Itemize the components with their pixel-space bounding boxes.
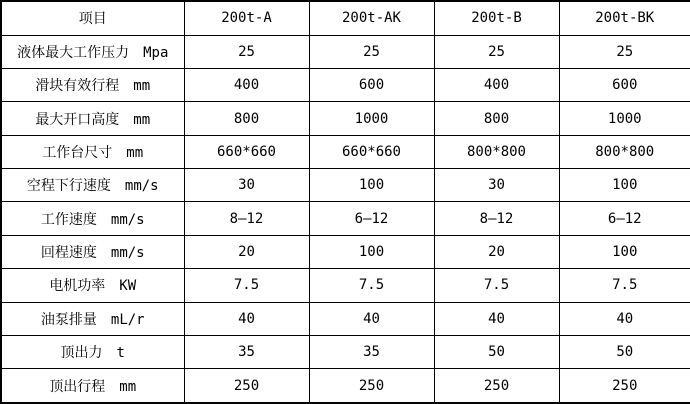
value-cell: 600 <box>309 69 434 102</box>
value-cell: 40 <box>434 302 559 335</box>
value-cell: 100 <box>559 169 690 202</box>
header-cell-model: 200t-B <box>434 1 559 35</box>
value-cell: 100 <box>309 235 434 268</box>
table-row <box>1 235 690 268</box>
value-cell: 35 <box>309 335 434 368</box>
value-cell: 7.5 <box>309 269 434 302</box>
value-cell: 1000 <box>309 102 434 135</box>
value-cell: 8—12 <box>434 202 559 235</box>
value-cell: 7.5 <box>184 269 309 302</box>
value-cell: 30 <box>184 169 309 202</box>
table-row <box>1 69 690 102</box>
row-label-cell: 最大开口高度 mm <box>1 102 184 135</box>
row-label-cell: 顶出力 t <box>1 335 184 368</box>
value-cell: 400 <box>434 69 559 102</box>
value-cell: 250 <box>434 369 559 403</box>
value-cell: 6—12 <box>559 202 690 235</box>
table-row <box>1 169 690 202</box>
row-label-cell: 电机功率 KW <box>1 269 184 302</box>
value-cell: 40 <box>184 302 309 335</box>
value-cell: 250 <box>309 369 434 403</box>
value-cell: 50 <box>559 335 690 368</box>
table-row <box>1 335 690 368</box>
value-cell: 25 <box>559 35 690 68</box>
value-cell: 800 <box>184 102 309 135</box>
table-row <box>1 35 690 68</box>
table-row <box>1 102 690 135</box>
value-cell: 1000 <box>559 102 690 135</box>
table-row <box>1 135 690 168</box>
value-cell: 25 <box>184 35 309 68</box>
value-cell: 25 <box>434 35 559 68</box>
value-cell: 20 <box>434 235 559 268</box>
value-cell: 250 <box>559 369 690 403</box>
value-cell: 400 <box>184 69 309 102</box>
value-cell: 800 <box>434 102 559 135</box>
value-cell: 660*660 <box>309 135 434 168</box>
row-label-cell: 工作台尺寸 mm <box>1 135 184 168</box>
row-label-cell: 顶出行程 mm <box>1 369 184 403</box>
value-cell: 50 <box>434 335 559 368</box>
table-row <box>1 369 690 403</box>
table-row <box>1 302 690 335</box>
value-cell: 40 <box>559 302 690 335</box>
table-row <box>1 202 690 235</box>
value-cell: 25 <box>309 35 434 68</box>
value-cell: 35 <box>184 335 309 368</box>
header-row <box>1 1 690 35</box>
header-cell-model: 200t-A <box>184 1 309 35</box>
value-cell: 30 <box>434 169 559 202</box>
value-cell: 8—12 <box>184 202 309 235</box>
value-cell: 800*800 <box>559 135 690 168</box>
row-label-cell: 油泵排量 mL/r <box>1 302 184 335</box>
row-label-cell: 液体最大工作压力 Mpa <box>1 35 184 68</box>
value-cell: 250 <box>184 369 309 403</box>
value-cell: 600 <box>559 69 690 102</box>
value-cell: 20 <box>184 235 309 268</box>
value-cell: 7.5 <box>434 269 559 302</box>
row-label-cell: 滑块有效行程 mm <box>1 69 184 102</box>
value-cell: 6—12 <box>309 202 434 235</box>
header-cell-items: 项目 <box>1 1 184 35</box>
row-label-cell: 空程下行速度 mm/s <box>1 169 184 202</box>
header-cell-model: 200t-AK <box>309 1 434 35</box>
value-cell: 100 <box>559 235 690 268</box>
table-row <box>1 269 690 302</box>
value-cell: 7.5 <box>559 269 690 302</box>
value-cell: 660*660 <box>184 135 309 168</box>
header-cell-model: 200t-BK <box>559 1 690 35</box>
row-label-cell: 回程速度 mm/s <box>1 235 184 268</box>
value-cell: 40 <box>309 302 434 335</box>
row-label-cell: 工作速度 mm/s <box>1 202 184 235</box>
value-cell: 100 <box>309 169 434 202</box>
value-cell: 800*800 <box>434 135 559 168</box>
